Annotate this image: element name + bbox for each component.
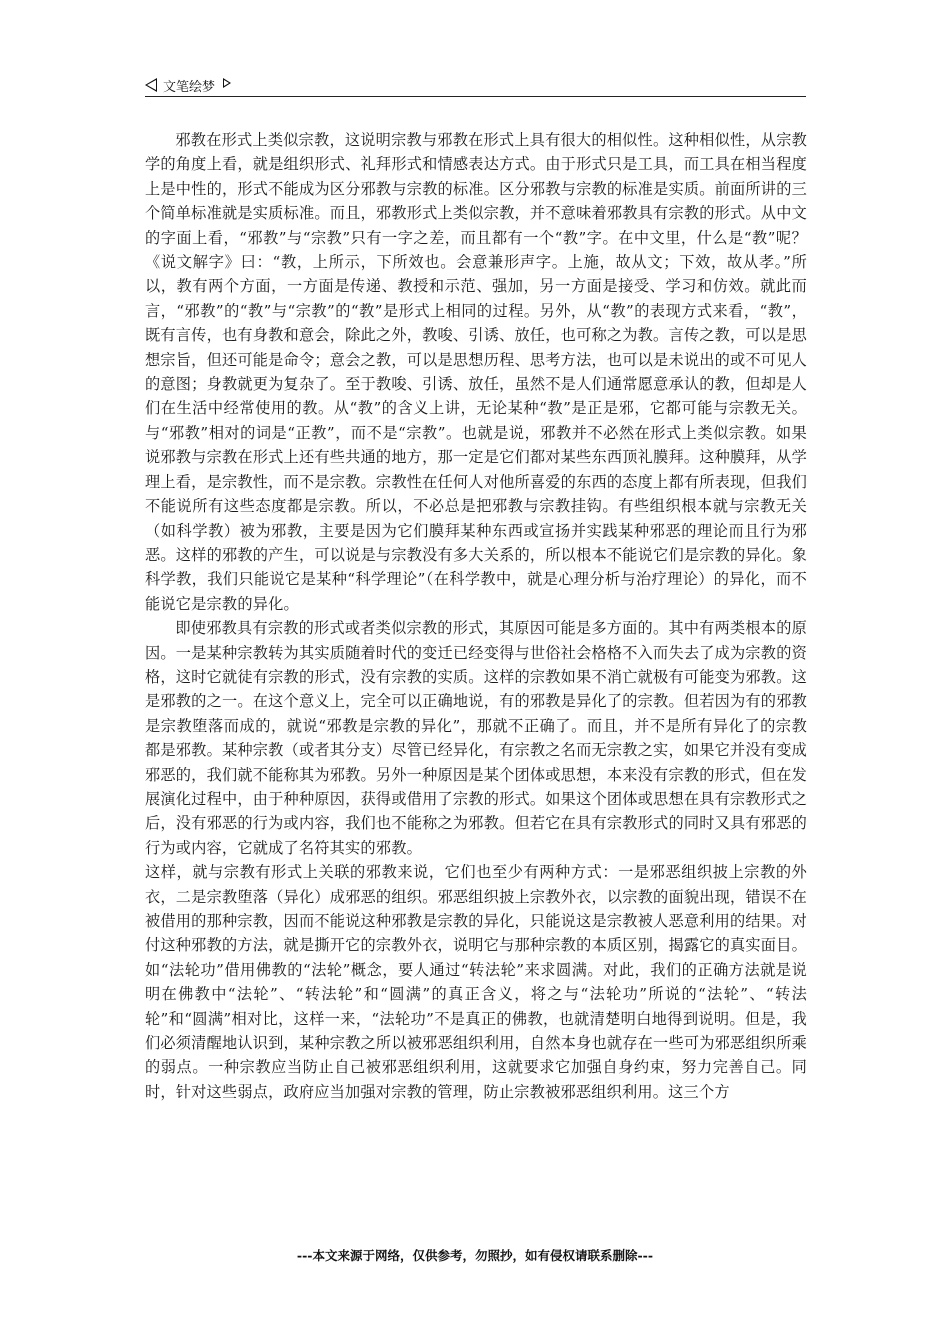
footer-disclaimer: ---本文来源于网络，仅供参考，勿照抄，如有侵权请联系删除--- xyxy=(296,1248,654,1263)
paragraph-2: 即使邪教具有宗教的形式或者类似宗教的形式，其原因可能是多方面的。其中有两类根本的原因。一是某种宗教转为其实质随着时代的变迁已经变得与世俗社会格格不入而失去了成为宗教的资格，这时它就徒有宗教的形式，没有宗教的实质。这样的宗教如果不消亡就极有可能变为邪教。这是邪教的之一。在这个意义上，完全可以正确地说，有的邪教是异化了的宗教。但若因为有的邪教是宗教堕落而成的，就说“邪教是宗教的异化”，那就不正确了。而且，并不是所有异化了的宗教都是邪教。某种宗教（或者其分支）尽管已经异化，有宗教之名而无宗教之实，如果它并没有变成邪恶的，我们就不能称其为邪教。另外一种原因是某个团体或思想，本来没有宗教的形式，但在发展演化过程中，由于种种原因，获得或借用了宗教的形式。如果这个团体或思想在具有宗教形式之后，没有邪恶的行为或内容，我们也不能称之为邪教。但若它在具有宗教形式的同时又具有邪恶的行为或内容，它就成了名符其实的邪教。 xyxy=(145,619,807,857)
header-title: 文笔绘梦 xyxy=(163,79,216,95)
document-body xyxy=(145,128,807,1104)
page-header xyxy=(145,74,806,97)
triangle-right-icon xyxy=(223,78,231,88)
paragraph-3: 这样，就与宗教有形式上关联的邪教来说，它们也至少有两种方式：一是邪恶组织披上宗教的外衣，二是宗教堕落（异化）成邪恶的组织。邪恶组织披上宗教外衣，以宗教的面貌出现，错误不在被借用的那种宗教，因而不能说这种邪教是宗教的异化，只能说这是宗教被人恶意利用的结果。对付这种邪教的方法，就是撕开它的宗教外衣，说明它与那种宗教的本质区别，揭露它的真实面目。如“法轮功”借用佛教的“法轮”概念，要人通过“转法轮”来求圆满。对此，我们的正确方法就是说明在佛教中“法轮”、“转法轮”和“圆满”的真正含义，将之与“法轮功”所说的“法轮”、“转法轮”和“圆满”相对比，这样一来，“法轮功”不是真正的佛教，也就清楚明白地得到说明。但是，我们必须清醒地认识到，某种宗教之所以被邪恶组织利用，自然本身也就存在一些可为邪恶组织所乘的弱点。一种宗教应当防止自己被邪恶组织利用，这就要求它加强自身约束，努力完善自己。同时，针对这些弱点，政府应当加强对宗教的管理，防止宗教被邪恶组织利用。这三个方 xyxy=(145,863,807,1101)
triangle-left-icon xyxy=(145,78,157,92)
paragraph-1: 邪教在形式上类似宗教，这说明宗教与邪教在形式上具有很大的相似性。这种相似性，从宗教学的角度上看，就是组织形式、礼拜形式和情感表达方式。由于形式只是工具，而工具在相当程度上是中性的，形式不能成为区分邪教与宗教的标准。区分邪教与宗教的标准是实质。前面所讲的三个简单标准就是实质标准。而且，邪教形式上类似宗教，并不意味着邪教具有宗教的形式。从中文的字面上看，“邪教”与“宗教”只有一字之差，而且都有一个“教”字。在中文里，什么是“教”呢？《说文解字》曰：“教，上所示，下所效也。会意兼形声字。上施，故从文；下效，故从孝。”所以，教有两个方面，一方面是传递、教授和示范、强加，另一方面是接受、学习和仿效。就此而言，“邪教”的“教”与“宗教”的“教”是形式上相同的过程。另外，从“教”的表现方式来看，“教”，既有言传，也有身教和意会，除此之外，教唆、引诱、放任，也可称之为教。言传之教，可以是思想宗旨，但还可能是命令；意会之教，可以是思想历程、思考方法，也可以是未说出的或不可见人的意图；身教就更为复杂了。至于教唆、引诱、放任，虽然不是人们通常愿意承认的教，但却是人们在生活中经常使用的教。从“教”的含义上讲，无论某种“教”是正是邪，它都可能与宗教无关。与“邪教”相对的词是“正教”，而不是“宗教”。也就是说，邪教并不必然在形式上类似宗教。如果说邪教与宗教在形式上还有些共通的地方，那一定是它们都对某些东西顶礼膜拜。这种膜拜，从学理上看，是宗教性，而不是宗教。宗教性在任何人对他所喜爱的东西的态度上都有所表现，但我们不能说所有这些态度都是宗教。所以，不必总是把邪教与宗教挂钩。有些组织根本就与宗教无关（如科学教）被为邪教，主要是因为它们膜拜某种东西或宣扬并实践某种邪恶的理论而且行为邪恶。这样的邪教的产生，可以说是与宗教没有多大关系的，所以根本不能说它们是宗教的异化。象科学教，我们只能说它是某种“科学理论”（在科学教中，就是心理分析与治疗理论）的异化，而不能说它是宗教的异化。 xyxy=(145,131,807,613)
